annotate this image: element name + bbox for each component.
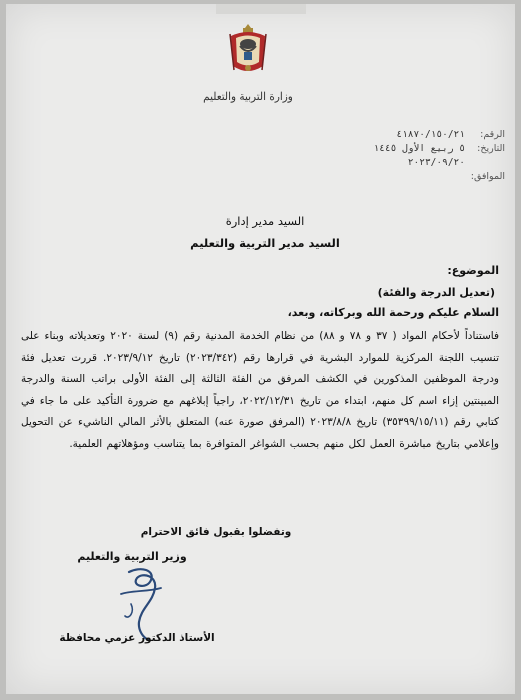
corresponding-row <box>345 170 505 184</box>
closing-line: وتفضلوا بقبول فائق الاحترام <box>140 526 292 538</box>
date-greg: ٢٠٢٣/٠٩/٢٠ <box>407 157 465 168</box>
jordan-crest-icon <box>226 22 270 78</box>
signer-name: الأستاذ الدكتور عزمي محافظة <box>59 632 215 644</box>
addressee-line-1: السيد مدير إدارة <box>225 214 305 228</box>
greeting: السلام عليكم ورحمة الله وبركاته، وبعد، <box>287 306 499 319</box>
date-hijri: ٥ ربيع الأول ١٤٤٥ <box>373 143 465 154</box>
addressee-line-2: السيد مدير التربية والتعليم <box>190 236 340 250</box>
date-greg-row <box>345 156 505 170</box>
signer-title: وزير التربية والتعليم <box>77 550 187 563</box>
ref-value: ٤١٨٧٠/١٥٠/٢١ <box>396 129 465 140</box>
date-label: التاريخ: <box>477 143 505 154</box>
empty-label <box>471 156 505 170</box>
corresponding-label: الموافق: <box>470 171 505 182</box>
scan-strip <box>216 4 306 14</box>
addressee-block <box>165 210 365 254</box>
subject-label: الموضوع: <box>447 264 499 277</box>
ref-row <box>345 128 505 142</box>
ref-label: الرقم: <box>480 129 505 140</box>
ministry-name: وزارة التربية والتعليم <box>203 90 293 103</box>
body-paragraph: فاستناداً لأحكام المواد ( ٣٧ و ٧٨ و ٨٨) من نظام الخدمة المدنية رقم (٩) لسنة ٢٠٢٠ وتعديلاته وبناء على تنسيب اللجنة المركزية للموارد البشرية في قرارها رقم (٢٠٢٣/٣٤٢) تاريخ ٢٠٢٣/٩/١٢. قررت تعديل فئة ودرجة الموظفين المذكورين في الكشف المرفق من الفئة الثالثة إلى الفئة الأولى براتب السنة والدرجة المبينتين إزاء اسم كل منهم، ابتداء من تاريخ ٢٠٢٢/١٢/٣١، راجياً إبلاغهم مع ضرورة التأكيد على ما جاء في كتابي رقم (٣٥٣٩٩/١٥/١١) تاريخ ٢٠٢٣/٨/٨ (المرفق صورة عنه) المتعلق بالأثر المالي الناشيء عن التحويل وإعلامي بتاريخ مباشرة العمل لكل منهم بحسب الشواغر المتوافرة بما يتناسب ومؤهلاتهم العلمية. <box>21 330 500 450</box>
date-row <box>345 142 505 156</box>
subject-text: (تعديل الدرجة والفئة) <box>377 286 495 299</box>
reference-block <box>345 128 505 184</box>
letter-page <box>6 4 515 694</box>
